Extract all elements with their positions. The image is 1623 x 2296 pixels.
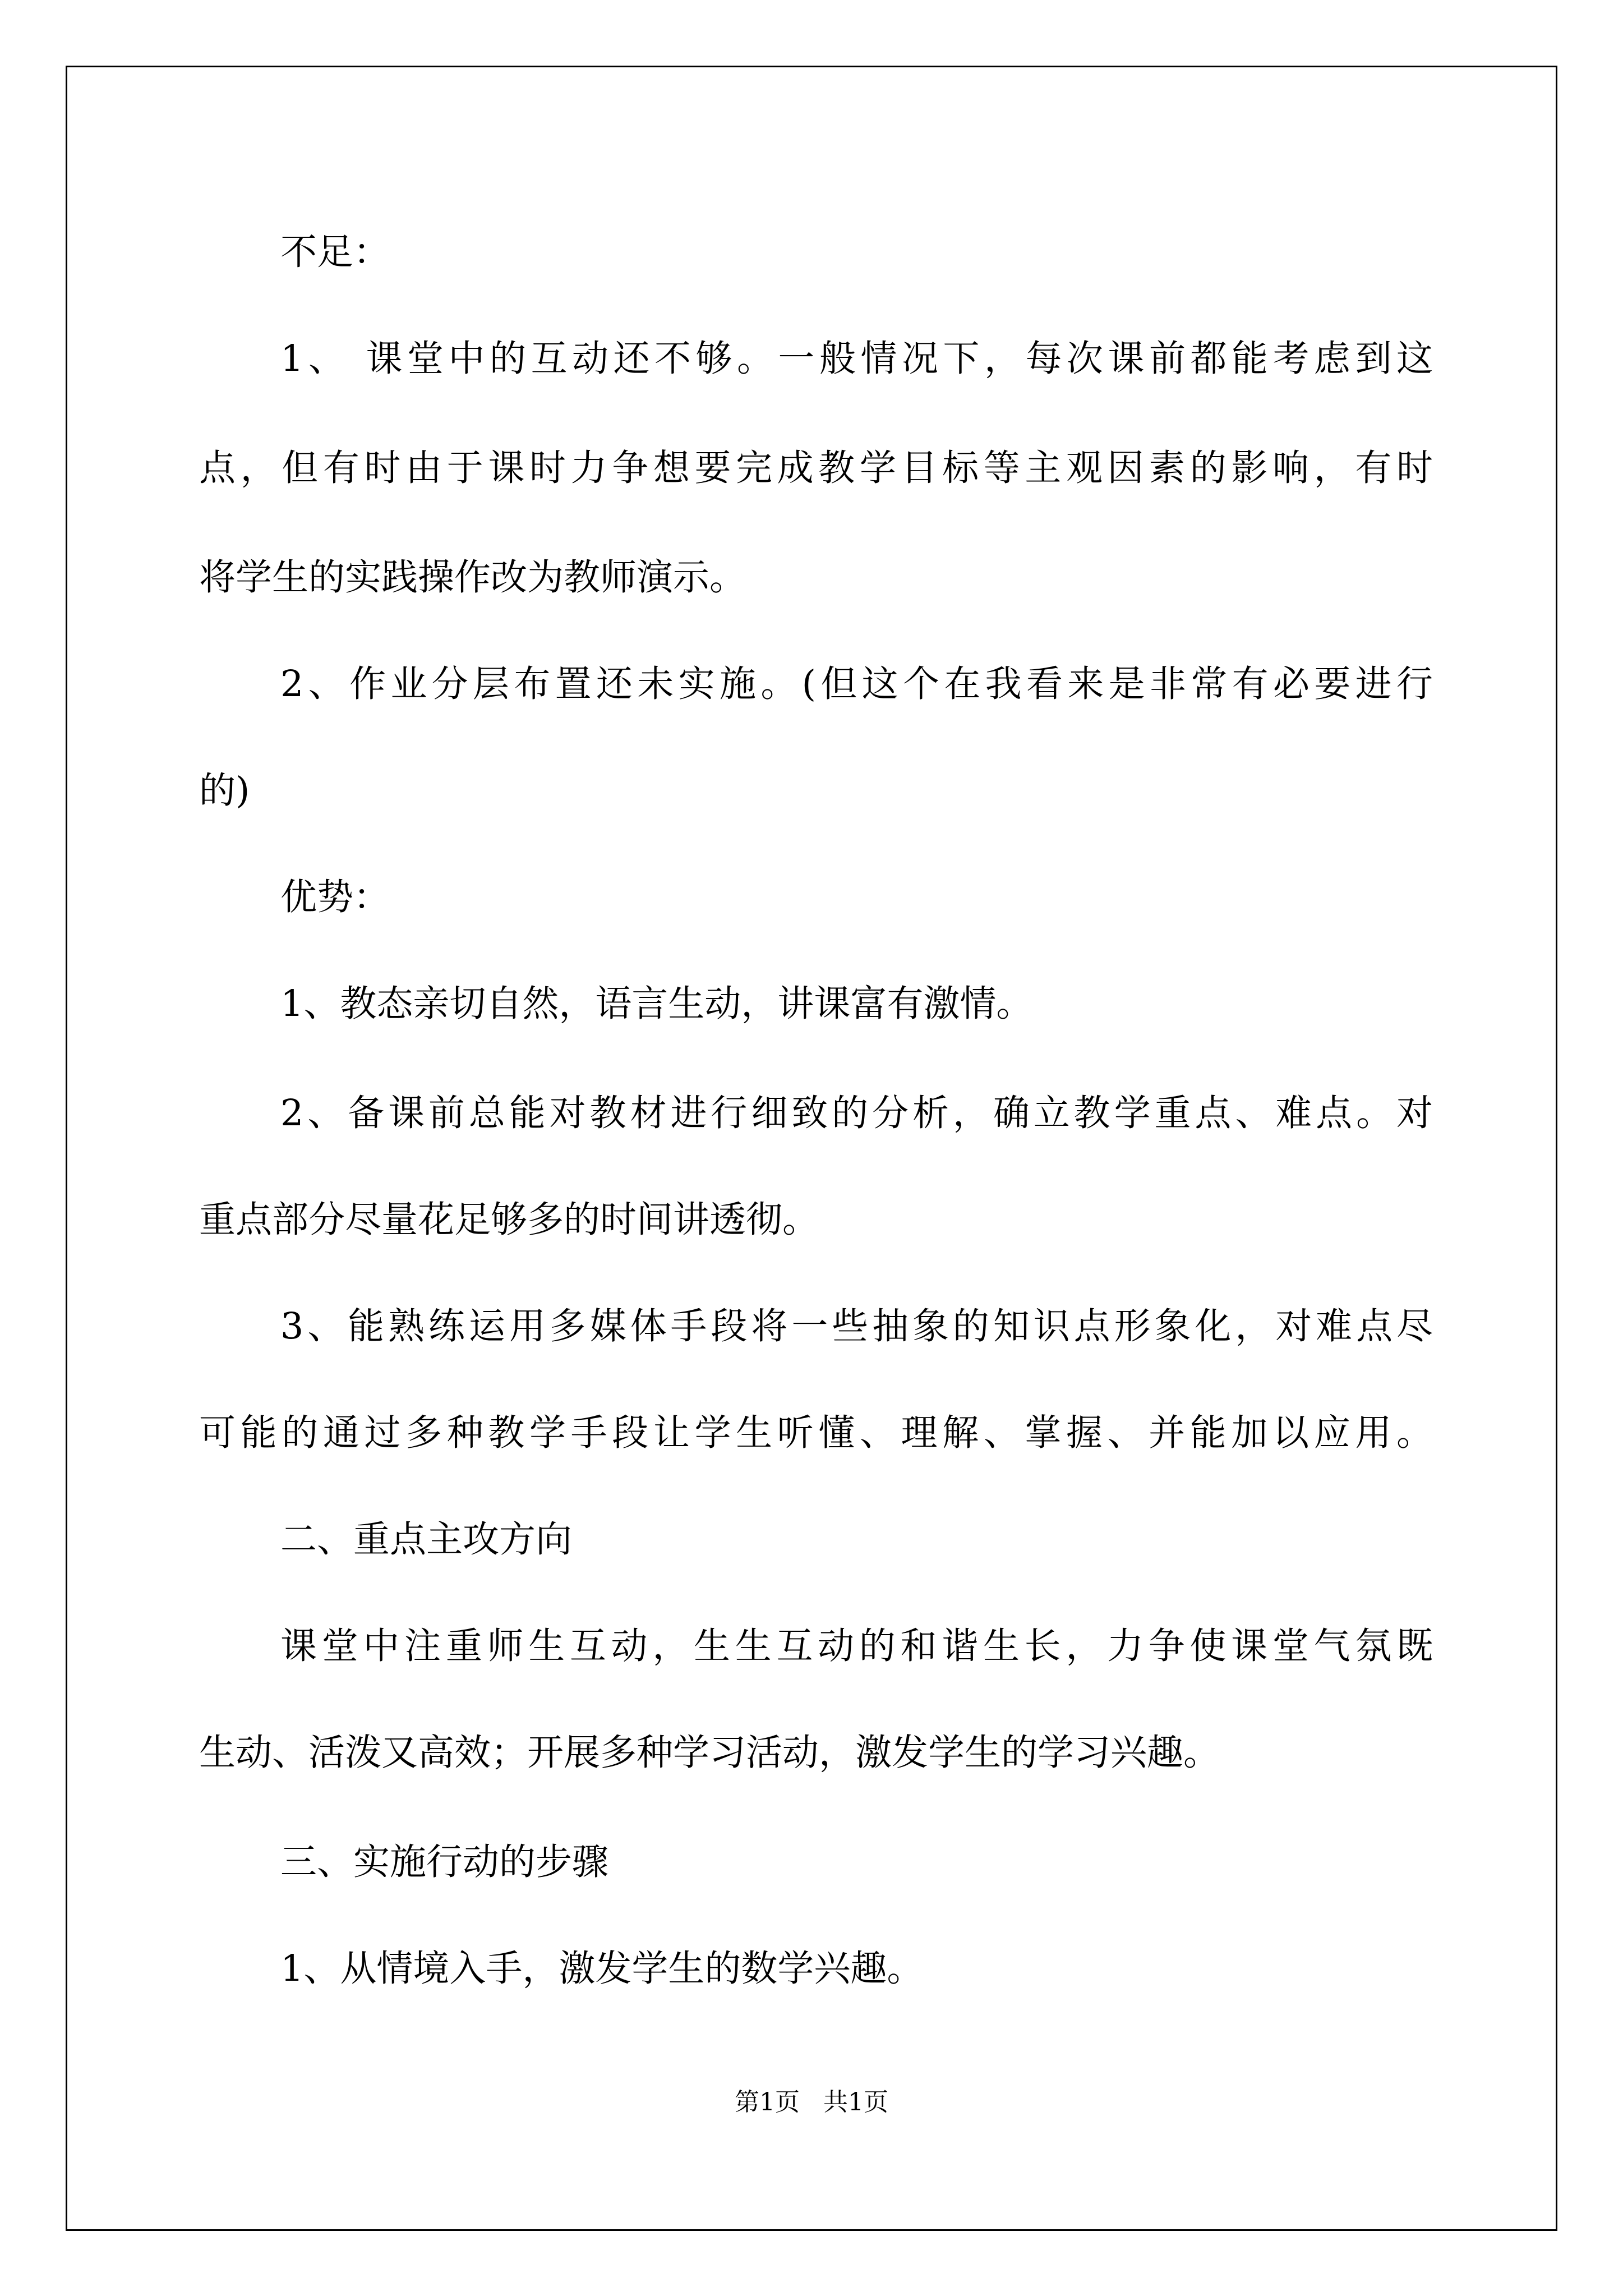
- paragraph-line: 可能的通过多种教学手段让学生听懂、理解、掌握、并能加以应用。: [199, 1412, 1433, 1454]
- page-number-footer: 第1页 共1页: [735, 2088, 888, 2116]
- paragraph-line: 1、 课堂中的互动还不够。一般情况下，每次课前都能考虑到这: [280, 338, 1433, 380]
- paragraph-line: 2、作业分层布置还未实施。(但这个在我看来是非常有必要进行: [280, 663, 1433, 705]
- paragraph-line: 的): [199, 770, 250, 812]
- section-heading-steps: 三、实施行动的步骤: [280, 1841, 609, 1883]
- paragraph-line: 1、教态亲切自然，语言生动，讲课富有激情。: [280, 983, 1033, 1025]
- paragraph-line: 生动、活泼又高效；开展多种学习活动，激发学生的学习兴趣。: [199, 1732, 1220, 1774]
- section-heading-shortcomings: 不足：: [280, 231, 390, 273]
- paragraph-line: 1、从情境入手，激发学生的数学兴趣。: [280, 1948, 924, 1990]
- paragraph-line: 重点部分尽量花足够多的时间讲透彻。: [199, 1199, 819, 1241]
- paragraph-line: 2、备课前总能对教材进行细致的分析，确立教学重点、难点。对: [280, 1092, 1433, 1134]
- section-heading-strengths: 优势：: [280, 876, 390, 918]
- paragraph-line: 点，但有时由于课时力争想要完成教学目标等主观因素的影响，有时: [199, 447, 1433, 489]
- paragraph-line: 3、能熟练运用多媒体手段将一些抽象的知识点形象化，对难点尽: [280, 1305, 1433, 1347]
- section-heading-focus: 二、重点主攻方向: [280, 1519, 573, 1561]
- paragraph-line: 将学生的实践操作改为教师演示。: [199, 556, 746, 599]
- paragraph-line: 课堂中注重师生互动，生生互动的和谐生长，力争使课堂气氛既: [280, 1625, 1433, 1667]
- page-border: [66, 66, 1557, 2231]
